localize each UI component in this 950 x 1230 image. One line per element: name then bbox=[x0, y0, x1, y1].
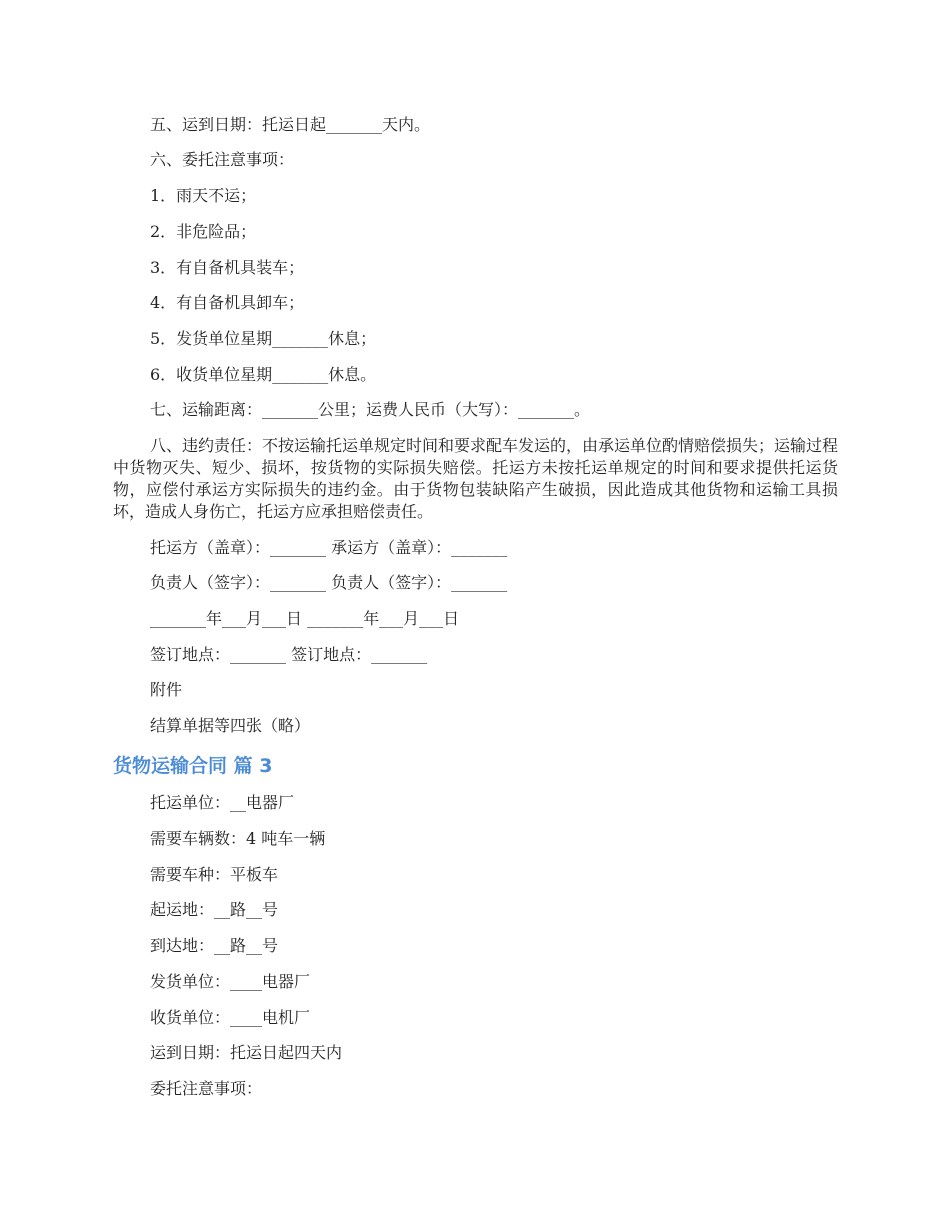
clause-delivery-date: 五、运到日期：托运日起_______天内。 bbox=[150, 115, 431, 134]
field-receiver: 收货单位：____电机厂 bbox=[150, 1008, 311, 1027]
section-heading: 货物运输合同 篇 3 bbox=[113, 755, 273, 777]
field-delivery-date: 运到日期：托运日起四天内 bbox=[150, 1043, 343, 1062]
field-shipper: 发货单位：____电器厂 bbox=[150, 972, 311, 991]
field-entrust-notes: 委托注意事项： bbox=[150, 1079, 263, 1098]
note-item-6: 6．收货单位星期_______休息。 bbox=[150, 365, 377, 384]
attachment-label: 附件 bbox=[150, 680, 183, 699]
field-vehicle-type: 需要车种：平板车 bbox=[150, 865, 279, 884]
attachment-content: 结算单据等四张（略） bbox=[150, 716, 311, 735]
field-origin: 起运地：__路__号 bbox=[150, 900, 279, 919]
note-item-2: 2．非危险品； bbox=[150, 222, 257, 241]
note-item-3: 3．有自备机具装车； bbox=[150, 258, 305, 277]
note-item-4: 4．有自备机具卸车； bbox=[150, 293, 305, 312]
field-consignor: 托运单位：__电器厂 bbox=[150, 793, 295, 812]
note-item-5: 5．发货单位星期_______休息； bbox=[150, 329, 377, 348]
clause-entrust-notes: 六、委托注意事项： bbox=[150, 150, 295, 169]
note-item-1: 1．雨天不运； bbox=[150, 186, 257, 205]
clause-liability: 八、违约责任：不按运输托运单规定时间和要求配车发运的，由承运单位酌情赔偿损失；运输过程中货物灭失、短少、损坏，按货物的实际损失赔偿。托运方未按托运单规定的时间和要求提供托运货物，应偿付承运方实际损失的违约金。由于货物包装缺陷产生破损，因此造成其他货物和运输工具损坏，造成人身伤亡，托运方应承担赔偿责任。 bbox=[113, 436, 839, 521]
signature-seal-line: 托运方（盖章）：_______ 承运方（盖章）：_______ bbox=[150, 538, 508, 557]
signature-place-line: 签订地点：_______ 签订地点：_______ bbox=[150, 645, 428, 664]
field-vehicle-count: 需要车辆数：4 吨车一辆 bbox=[150, 829, 326, 848]
signature-date-line: _______年___月___日 _______年___月___日 bbox=[150, 609, 460, 628]
signature-person-line: 负责人（签字）：_______ 负责人（签字）：_______ bbox=[150, 573, 508, 592]
clause-distance-fee: 七、运输距离：_______公里；运费人民币（大写）：_______。 bbox=[150, 400, 591, 419]
field-destination: 到达地：__路__号 bbox=[150, 936, 279, 955]
